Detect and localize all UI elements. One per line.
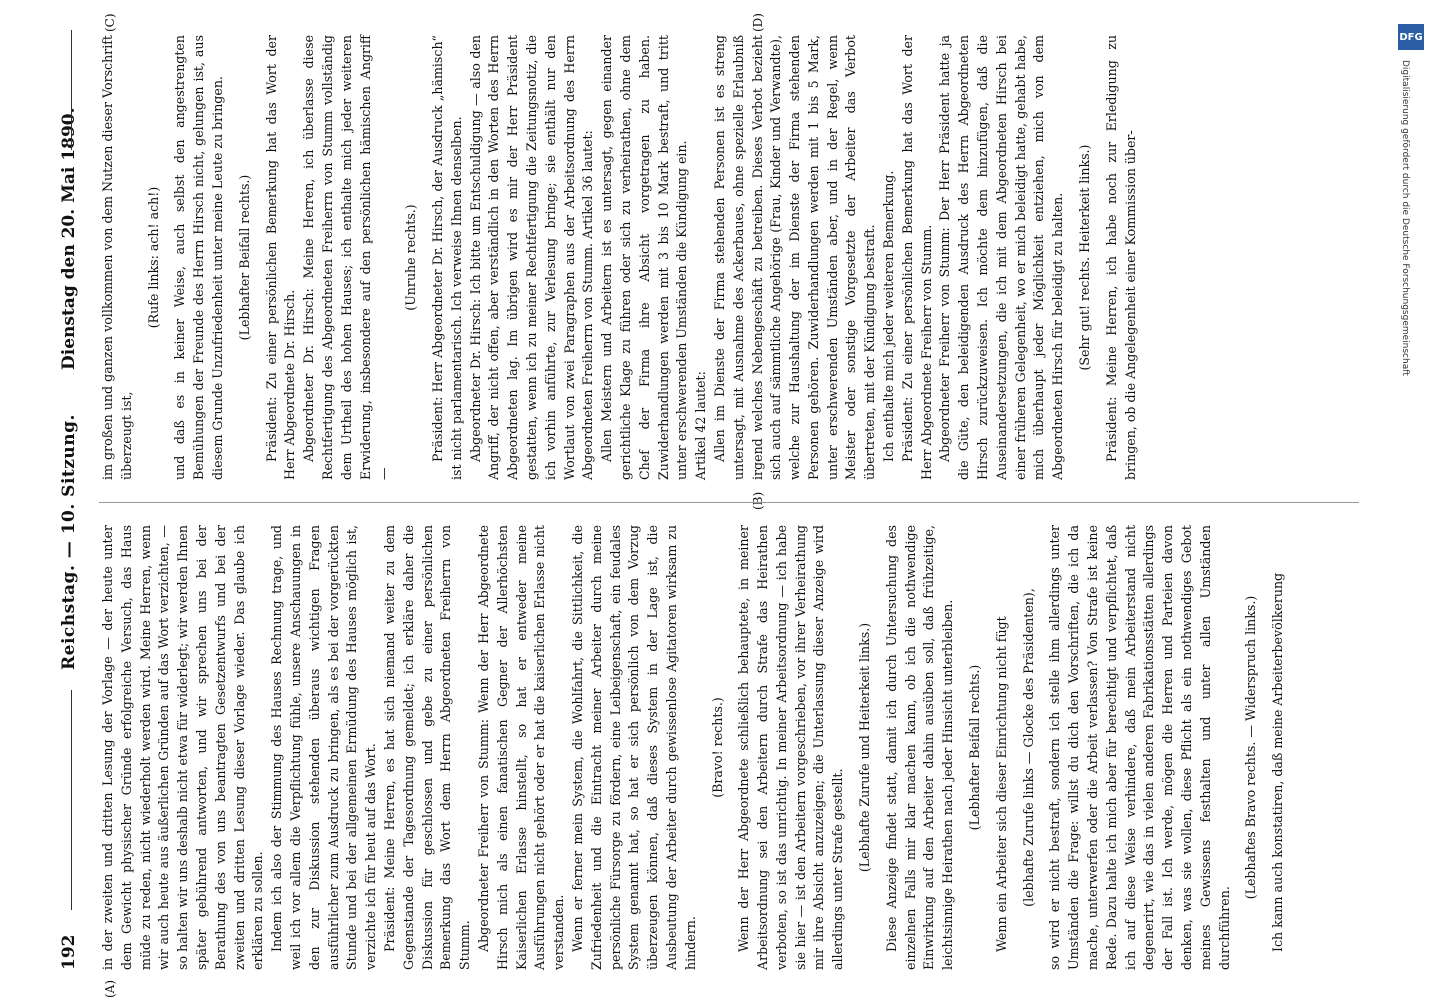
right-column	[99, 35, 1140, 480]
quoted-article: Allen Meistern und Arbeitern ist es untersagt, gegen einander gerichtliche Klage zu führen oder sich zu verheirathen, ohne dem Chef der Firma ihre Absicht vorgetragen zu haben. Zuwiderhandlungen werden mit 3 bis 10 Mark bestraft, und tritt unter erschwerenden Umständen die Kündigung ein.	[599, 35, 690, 480]
paragraph: Diese Anzeige findet statt, damit ich durch Untersuchung des einzelnen Falls mir klar machen kann, ob ich die nothwendige Einwirkung auf den Arbeiter dahin ausüben soll, daß frühzeitige, leichtsinnige Heirathen nach jeder Hinsicht unterbleiben.	[883, 525, 956, 970]
running-header	[59, 30, 85, 970]
paragraph: und daß es in keiner Weise, auch selbst den angestrengten Bemühungen der Freunde des Herrn Hirsch nicht, gelungen ist, aus diesem Grunde Unzufriedenheit unter meine Leute zu bringen.	[172, 35, 225, 480]
margin-mark-c: (C)	[103, 13, 117, 32]
left-column	[99, 525, 1288, 970]
interjection: (Lebhafte Zurufe und Heiterkeit links.)	[857, 622, 873, 873]
funding-badge	[1395, 10, 1427, 990]
interjection: (Lebhaftes Bravo rechts. — Widerspruch links.)	[1243, 595, 1259, 900]
rotated-page-content	[51, 0, 1381, 1000]
interjection: (Lebhafter Beifall rechts.)	[967, 664, 983, 831]
interjection: (Lebhafter Beifall rechts.)	[236, 174, 252, 341]
session-date: Dienstag den 20. Mai 1890.	[59, 107, 79, 370]
session-title: Reichstag. — 10. Sitzung.	[59, 414, 79, 670]
column-separator	[99, 502, 1359, 503]
paragraph: Ich kann auch konstatiren, daß meine Arbeiterbevölkerung	[1270, 572, 1286, 952]
paragraph: Abgeordneter Dr. Hirsch: Ich bitte um Entschuldigung — also den Angriff, der nicht offen, aber verständlich in den Worten des Herrn Abgeordneten lag. Im übrigen wird es mir der Herr Präsident gestatten, wenn ich zu meiner Rechtfertigung die Zeitungsnotiz, die ich vorhin anführte, zur Verlesung bringe; sie enthält nur den Wortlaut von zwei Paragraphen aus der Arbeitsordnung des Herrn Abgeordneten Freiherrn von Stumm. Artikel 36 lautet:	[467, 35, 596, 480]
paragraph: Abgeordneter Freiherr von Stumm: Der Herr Präsident hatte ja die Güte, den beleidigenden Ausdruck des Herrn Abgeordneten Hirsch zurückzuweisen. Ich möchte dem hinzufügen, daß die Auseinandersetzungen, die ich mit dem Abgeordneten Hirsch bei einer früheren Gelegenheit, wo er mich beleidigt hatte, gehabt habe, mich überhaupt jeder Möglichkeit entziehen, mich von dem Abgeordneten Hirsch für beleidigt zu halten.	[937, 35, 1066, 480]
paragraph: Artikel 42 lautet:	[693, 371, 709, 480]
paragraph: Präsident: Meine Herren, ich habe noch zur Erledigung zu bringen, ob die Angelegenheit einer Kommission über-	[1103, 35, 1138, 480]
paragraph: Wenn ein Arbeiter sich dieser Einrichtung nicht fügt	[993, 616, 1009, 952]
paragraph: so wird er nicht bestraft, sondern ich stelle ihm allerdings unter Umständen die Frage: willst du dich den Vorschriften, die ich da mache, unterwerfen oder die Arbeit verlassen? Von Strafe ist keine Rede. Dazu halte ich mich aber für berechtigt und verpflichtet, daß ich auf diese Weise verhindere, daß mein Arbeiterstand nicht degenerirt, wie das in vielen anderen Fabrikationsstätten allerdings der Fall ist. Ich werde, mögen die Herren und Parteien davon denken, was sie wollen, diese Pflicht als ein nothwendiges Gebot meines Gewissens festhalten und unter allen Umständen durchführen.	[1047, 525, 1232, 970]
paragraph: Präsident: Zu einer persönlichen Bemerkung hat das Wort der Herr Abgeordnete Freiherr von Stumm.	[899, 35, 934, 480]
interjection: (Unruhe rechts.)	[403, 204, 419, 311]
paragraph: Indem ich also der Stimmung des Hauses Rechnung trage, und weil ich vor allem die Verpflichtung fühle, unsere Anschauungen in den zur Diskussion stehenden überaus wichtigen Fragen ausführlicher zum Ausdruck zu bringen, als es bei der vorgerückten Stunde und bei der allgemeinen Ermüdung des Hauses möglich ist, verzichte ich für heut auf das Wort.	[269, 525, 379, 970]
paragraph: Ich enthalte mich jeder weiteren Bemerkung.	[881, 170, 897, 462]
paragraph: Wenn er ferner mein System, die Wohlfahrt, die Sittlichkeit, die Zufriedenheit und die Eintracht meiner Arbeiter durch meine persönliche Fürsorge zu fördern, eine Leibeigenschaft, ein feudales System genannt hat, so hat er sich persönlich von dem Vorzug überzeugen können, daß dieses System in der Lage ist, die Ausbeutung der Arbeiter durch gewissenlose Agitatoren wirksam zu hindern.	[569, 525, 698, 970]
paragraph: Abgeordneter Dr. Hirsch: Meine Herren, ich überlasse diese Rechtfertigung des Abgeordneten Freiherrn von Stumm vollständig dem Urtheil des hohen Hauses; ich enthalte mich jeder weiteren Erwiderung, insbesondere auf den persönlichen hämischen Angriff —	[301, 35, 392, 480]
interjection: (Sehr gut! rechts. Heiterkeit links.)	[1077, 144, 1093, 371]
paragraph: Präsident: Meine Herren, es hat sich niemand weiter zu dem Gegenstande der Tagesordnung gemeldet; ich erkläre daher die Diskussion für geschlossen und gebe zu einer persönlichen Bemerkung das Wort dem Herrn Abgeordneten Freiherrn von Stumm.	[381, 525, 473, 970]
page-number: 192	[59, 934, 79, 970]
interjection: (lebhafte Zurufe links — Glocke des Präsidenten),	[1020, 588, 1036, 907]
paragraph: Wenn der Herr Abgeordnete schließlich behauptete, in meiner Arbeitsordnung sei den Arbeitern durch Strafe das Heirathen verboten, so ist das unrichtig. In meiner Arbeitsordnung — ich habe sie hier — ist den Arbeitern vorgeschrieben, vor ihrer Verheirathung mir ihre Absicht anzuzeigen; die Unterlassung dieser Anzeige wird allerdings unter Strafe gestellt.	[736, 525, 846, 970]
interjection: (Bravo! rechts.)	[709, 697, 725, 798]
paragraph: Präsident: Herr Abgeordneter Dr. Hirsch, der Ausdruck „hämisch“ ist nicht parlamentarisch. Ich verweise Ihnen denselben.	[429, 35, 464, 480]
margin-mark-d: (D)	[751, 13, 765, 32]
dfg-logo: DFG	[1398, 24, 1424, 50]
header-rule	[71, 30, 72, 150]
margin-mark-a: (A)	[103, 979, 117, 998]
funding-note: Digitalisierung gefördert durch die Deutsche Forschungsgemeinschaft	[1400, 60, 1410, 376]
quoted-article: Allen im Dienste der Firma stehenden Personen ist es streng untersagt, mit Ausnahme des Ackerbaues, ohne spezielle Erlaubniß irgend welches Nebengeschäft zu betreiben. Dieses Verbot bezieht sich auch auf sämmtliche Angehörige (Frau, Kinder und Verwandte), welche zur Haushaltung der im Dienste der Firma stehenden Personen gehören. Zuwiderhandlungen werden mit 1 bis 5 Mark, unter erschwerenden Umständen aber, und in der Regel, wenn Meister oder sonstige Vorgesetzte der Arbeiter das Verbot übertreten, mit der Kündigung bestraft.	[711, 35, 878, 480]
interjection: (Rufe links: ach! ach!)	[145, 186, 161, 329]
paragraph: Abgeordneter Freiherr von Stumm: Wenn der Herr Abgeordnete Hirsch mich als einen fanatischen Gegner der Allerhöchsten Kaiserlichen Erlasse hinstellt, so hat er entweder meine Ausführungen nicht gehört oder er hat die kaiserlichen Erlasse nicht verstanden.	[475, 525, 567, 970]
paragraph: in der zweiten und dritten Lesung der Vorlage — der heute unter dem Gewicht physischer Gründe erfolgreiche Versuch, das Haus müde zu reden, nicht wiederholt werden wird. Meine Herren, wenn wir auch heute aus äußerlichen Gründen auf das Wort verzichten, — so halten wir uns deshalb nicht etwa für widerlegt; wir werden Ihnen später gebührend antworten, und wir sprechen uns bei der Berathung des von uns beantragten Gesetzentwurfs und bei der zweiten und dritten Lesung dieser Vorlage wieder. Das glaube ich erklären zu sollen.	[100, 525, 266, 970]
paragraph: im großen und ganzen vollkommen von dem Nutzen dieser Vorschrift überzeugt ist,	[100, 35, 134, 480]
header-rule	[71, 690, 72, 910]
margin-mark-b: (B)	[751, 491, 765, 510]
paragraph: Präsident: Zu einer persönlichen Bemerkung hat das Wort der Herr Abgeordnete Dr. Hirsch.	[263, 35, 298, 480]
